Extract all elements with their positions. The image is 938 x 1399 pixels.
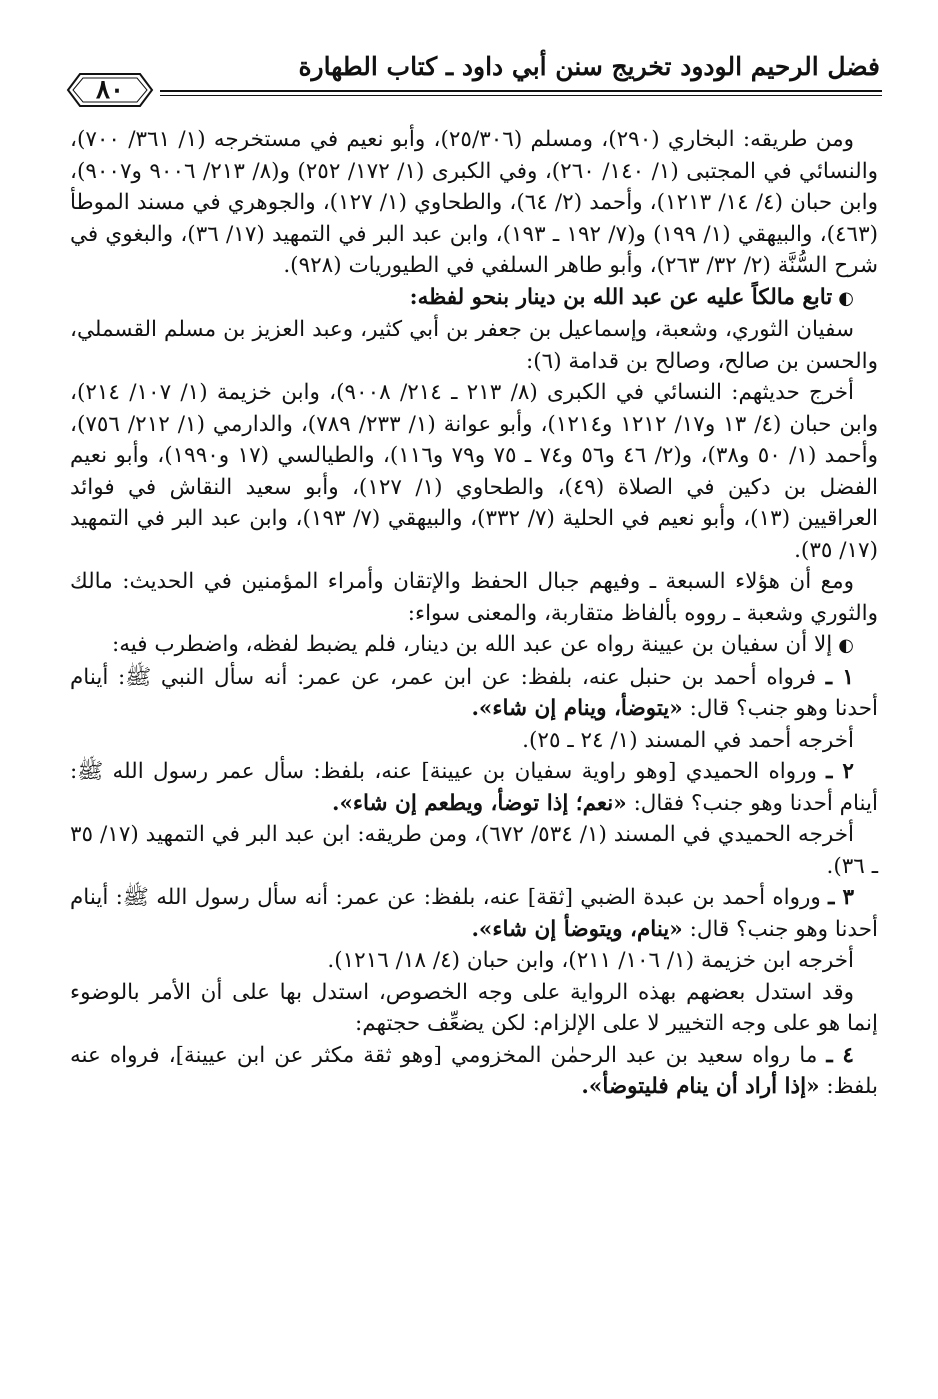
- bullet-icon: ◐: [838, 635, 854, 656]
- list-item-3: [70, 882, 878, 945]
- paragraph-sources: ومن طريقه: البخاري (٢٩٠)، ومسلم (٢٥/٣٠٦)، وأبو نعيم في مستخرجه (١/ ٣٦١/ ٧٠٠)، والنسائي في المجتبى (١/ ١٤٠/ ٢٦٠)، وفي الكبرى (١/ ١٧٢/ ٢٥٢) و(٨/ ٢١٣/ ٩٠٠٦ و٩٠٠٧)، وابن حبان (٤/ ١٤/ ١٢١٣)، وأحمد (٢/ ٦٤)، والطحاوي (١/ ١٢٧)، والجوهري في مسند الموطأ (٤٦٣)، والبيهقي (١/ ١٩٩) و(٧/ ١٩٢ ـ ١٩٣)، وابن عبد البر في التمهيد (١٧/ ٣٦)، والبغوي في شرح السُّنَّة (٢/ ٣٢/ ٢٦٣)، وأبو طاهر السلفي في الطيوريات (٩٢٨).: [70, 127, 879, 278]
- item-number: ٣ ـ: [828, 885, 854, 910]
- header-rule: [60, 90, 882, 92]
- hadith-quote: «إذا أراد أن ينام فليتوضأ».: [581, 1074, 820, 1099]
- item-source: أخرجه أحمد في المسند (١/ ٢٤ ـ ٢٥).: [522, 727, 854, 753]
- paragraph-argument: وقد استدل بعضهم بهذه الرواية على وجه الخصوص، استدل بها على أن الأمر بالوضوء إنما هو على وجه التخيير لا على الإلزام: لكن يضعِّف حجتهم:: [70, 979, 878, 1036]
- item-number: ٢ ـ: [826, 759, 854, 784]
- list-item-1: [70, 662, 878, 725]
- bullet-icon: ◐: [838, 287, 854, 309]
- hadith-quote: «ينام، ويتوضأ إن شاء».: [471, 916, 683, 942]
- item-text: فرواه أحمد بن حنبل عنه، بلفظ: عن ابن عمر، عن عمر: أنه سأل النبي ﷺ: أينام أحدنا وهو جنب؟ قال:: [70, 664, 878, 721]
- paragraph-narrators: سفيان الثوري، وشعبة، وإسماعيل بن جعفر بن أبي كثير، وعبد العزيز بن مسلم القسملي، والحسن بن صالح، وصالح بن قدامة (٦):: [70, 317, 878, 374]
- page-body: [70, 124, 878, 1103]
- hadith-quote: «نعم؛ إذا توضأ، ويطعم إن شاء».: [331, 790, 627, 816]
- paragraph-ibn-uyaynah-text: إلا أن سفيان بن عيينة رواه عن عبد الله بن دينار، فلم يضبط لفظه، واضطرب فيه:: [111, 632, 833, 657]
- paragraph-seven-narrators: ومع أن هؤلاء السبعة ـ وفيهم جبال الحفظ والإتقان وأمراء المؤمنين في الحديث: مالك والثوري وشعبة ـ رووه بألفاظ متقاربة، والمعنى سواء:: [70, 569, 878, 626]
- section-heading: [70, 282, 878, 315]
- item-number: ١ ـ: [825, 664, 854, 690]
- paragraph-ibn-uyaynah: [70, 629, 878, 662]
- item-source: أخرجه ابن خزيمة (١/ ١٠٦/ ٢١١)، وابن حبان (٤/ ١٨/ ١٢١٦).: [327, 948, 854, 973]
- page-number: ٨٠: [96, 75, 124, 105]
- item-text: ورواه أحمد بن عبدة الضبي [ثقة] عنه، بلفظ: عن عمر: أنه سأل رسول الله ﷺ: أينام أحدنا وهو جنب؟ قال:: [70, 885, 878, 942]
- item-text: ورواه الحميدي [وهو راوية سفيان بن عيينة] عنه، بلفظ: سأل عمر رسول الله ﷺ: أينام أحدنا وهو جنب؟ فقال:: [70, 759, 878, 816]
- running-header-title: فضل الرحيم الودود تخريج سنن أبي داود ـ كتاب الطهارة: [298, 52, 880, 81]
- item-source: أخرجه الحميدي في المسند (١/ ٥٣٤/ ٦٧٢)، ومن طريقه: ابن عبد البر في التمهيد (١٧/ ٣٥ ـ ٣٦).: [70, 822, 878, 879]
- list-item-2: [70, 756, 878, 819]
- list-item-4: [70, 1040, 878, 1103]
- paragraph-takhrij: أخرج حديثهم: النسائي في الكبرى (٨/ ٢١٣ ـ ٢١٤/ ٩٠٠٨)، وابن خزيمة (١/ ١٠٧/ ٢١٤)، وابن حبان (٤/ ١٣ و١٧/ ١٢١٢ و١٢١٤)، وأبو عوانة (١/ ٢٣٣/ ٧٨٩)، والدارمي (١/ ٢١٢/ ٧٥٦)، وأحمد (١/ ٥٠ و٣٨)، و(٢/ ٤٦ و٥٦ و٧٤ ـ ٧٥ و٧٩ و١١٦)، والطيالسي (١٧ و١٩٩٠)، وأبو نعيم الفضل بن دكين في الصلاة (٤٩)، والطحاوي (١/ ١٢٧)، وأبو سعيد النقاش في فوائد العراقيين (١٣)، وأبو نعيم في الحلية (٧/ ٣٣٢)، والبيهقي (٧/ ١٩٣)، وابن عبد البر في التمهيد (١٧/ ٣٥).: [70, 380, 879, 563]
- header-rule-thin: [60, 95, 882, 96]
- item-number: ٤ ـ: [826, 1042, 854, 1068]
- hadith-quote: «يتوضأ، وينام إن شاء».: [471, 696, 683, 721]
- section-heading-text: تابع مالكاً عليه عن عبد الله بن دينار بنحو لفظه:: [409, 284, 833, 310]
- item-text: ما رواه سعيد بن عبد الرحمٰن المخزومي [وهو ثقة مكثر عن ابن عيينة]، فرواه عنه بلفظ:: [70, 1042, 878, 1099]
